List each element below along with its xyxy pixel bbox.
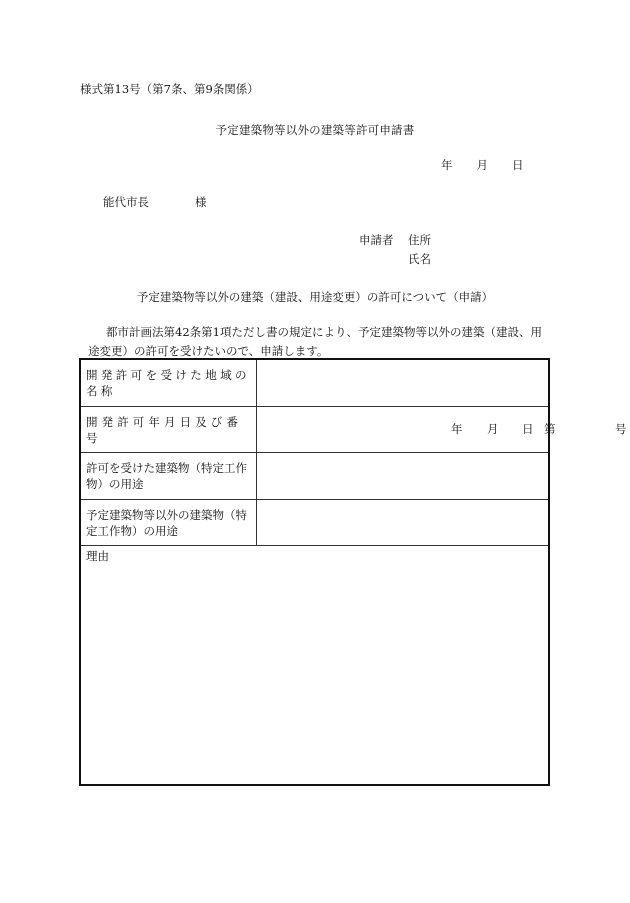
row-label-permitted-use: 許可を受けた建築物（特定工作物）の用途 xyxy=(81,453,257,499)
table-row xyxy=(81,360,548,407)
permit-number-prefix: 第 xyxy=(544,422,556,436)
date-line xyxy=(441,157,524,173)
row-label-other-use: 予定建築物等以外の建築物（特定工作物）の用途 xyxy=(81,500,257,545)
table-row xyxy=(81,407,627,453)
reason-label: 理由 xyxy=(86,549,109,563)
body-text: 都市計画法第42条第1項ただし書の規定により、予定建築物等以外の建築（建設、用途変更）の許可を受けたいので、申請します。 xyxy=(88,325,542,358)
applicant-name-label: 氏名 xyxy=(408,252,431,266)
table-row xyxy=(81,500,548,546)
row-label-area-name: 開発許可を受けた地域の名称 xyxy=(81,360,257,406)
permit-year-label: 年 xyxy=(451,422,463,436)
date-year-label: 年 xyxy=(441,158,453,172)
other-use-field[interactable] xyxy=(257,500,548,545)
addressee-name: 能代市長 xyxy=(103,195,149,209)
form-number: 様式第13号（第7条、第9条関係） xyxy=(80,82,259,96)
permit-number-suffix: 号 xyxy=(615,422,627,436)
reason-row[interactable] xyxy=(81,546,548,784)
row-label-permit-date-number: 開発許可年月日及び番号 xyxy=(81,407,257,452)
applicant-address-label: 住所 xyxy=(408,233,431,247)
date-month-label: 月 xyxy=(476,158,488,172)
area-name-field[interactable] xyxy=(257,360,548,406)
page-title: 予定建築物等以外の建築等許可申請書 xyxy=(215,123,415,137)
table-row xyxy=(81,453,548,500)
permit-day-label: 日 xyxy=(522,422,534,436)
application-form-table xyxy=(79,358,627,786)
permitted-use-field[interactable] xyxy=(257,453,548,499)
addressee-honorific: 様 xyxy=(195,195,207,209)
addressee xyxy=(103,194,207,210)
applicant-label: 申請者 xyxy=(359,233,394,247)
date-day-label: 日 xyxy=(512,158,524,172)
permit-month-label: 月 xyxy=(487,422,499,436)
permit-date-number-field[interactable] xyxy=(257,407,627,452)
subject-line: 予定建築物等以外の建築（建設、用途変更）の許可について（申請） xyxy=(136,290,494,304)
